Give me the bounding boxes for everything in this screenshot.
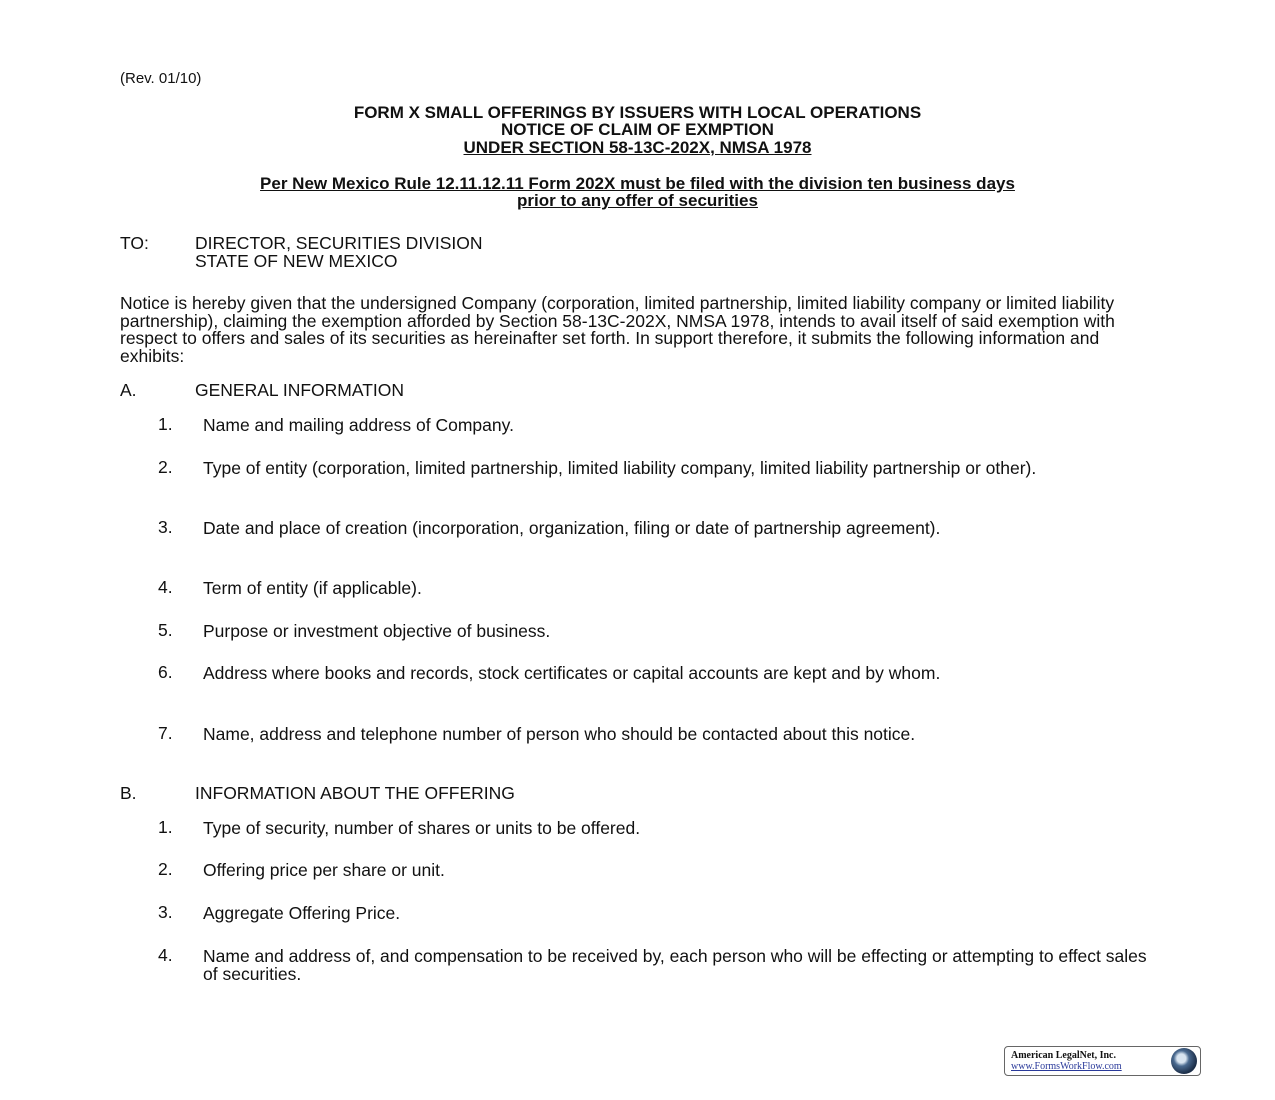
form-title-line-2: NOTICE OF CLAIM OF EXMPTION xyxy=(501,120,774,139)
item-a6-text: Address where books and records, stock certificates or capital accounts are kept and by whom. xyxy=(203,663,941,683)
item-a2-text: Type of entity (corporation, limited partnership, limited liability company, limited liability partnership or other). xyxy=(203,458,1037,478)
item-b1-text: Type of security, number of shares or units to be offered. xyxy=(203,818,641,838)
section-a-title: GENERAL INFORMATION xyxy=(195,380,405,400)
item-a5-number: 5. xyxy=(158,620,173,640)
addressee-line-1: DIRECTOR, SECURITIES DIVISION xyxy=(195,233,483,253)
item-a6-number: 6. xyxy=(158,662,173,682)
item-a1-number: 1. xyxy=(158,414,173,434)
globe-logo-icon xyxy=(1171,1048,1197,1074)
filing-notice-line-2: prior to any offer of securities xyxy=(517,191,758,210)
badge-company-name: American LegalNet, Inc. xyxy=(1011,1050,1116,1061)
item-b3-number: 3. xyxy=(158,902,173,922)
addressee-label: TO: xyxy=(120,233,149,253)
item-a3-text: Date and place of creation (incorporation, organization, filing or date of partnership agreement). xyxy=(203,518,941,538)
intro-paragraph: Notice is hereby given that the undersigned Company (corporation, limited partnership, limited liability company or limited liability partnership), claiming the exemption afforded by Section 58-13C-202X, NMSA 1978, intends to avail itself of said exemption with respect to offers and sales of its securities as hereinafter set forth. In support therefore, it submits the following information and exhibits: xyxy=(120,293,1115,366)
section-a-letter: A. xyxy=(120,380,137,400)
item-a4-text: Term of entity (if applicable). xyxy=(203,578,422,598)
item-a4-number: 4. xyxy=(158,577,173,597)
item-b3-text: Aggregate Offering Price. xyxy=(203,903,401,923)
item-a2-number: 2. xyxy=(158,457,173,477)
item-b4-number: 4. xyxy=(158,945,173,965)
item-a3-number: 3. xyxy=(158,517,173,537)
item-a1-text: Name and mailing address of Company. xyxy=(203,415,514,435)
item-a7-text: Name, address and telephone number of person who should be contacted about this notice. xyxy=(203,724,916,744)
revision-label: (Rev. 01/10) xyxy=(120,70,202,87)
section-b-letter: B. xyxy=(120,783,137,803)
addressee-line-2: STATE OF NEW MEXICO xyxy=(195,251,398,271)
item-b2-text: Offering price per share or unit. xyxy=(203,860,445,880)
item-b2-number: 2. xyxy=(158,859,173,879)
item-b1-number: 1. xyxy=(158,817,173,837)
item-a5-text: Purpose or investment objective of business. xyxy=(203,621,551,641)
filing-notice-line-1: Per New Mexico Rule 12.11.12.11 Form 202X must be filed with the division ten business days xyxy=(260,174,1015,193)
form-title-line-1: FORM X SMALL OFFERINGS BY ISSUERS WITH LOCAL OPERATIONS xyxy=(353,103,922,122)
item-b4-text: Name and address of, and compensation to be received by, each person who will be effecting or attempting to effect sales of securities. xyxy=(203,946,1147,984)
item-a7-number: 7. xyxy=(158,723,173,743)
american-legalnet-badge[interactable] xyxy=(1004,1046,1201,1076)
section-b-title: INFORMATION ABOUT THE OFFERING xyxy=(195,783,515,803)
badge-website-link[interactable]: www.FormsWorkFlow.com xyxy=(1011,1061,1122,1072)
form-title-line-3: UNDER SECTION 58-13C-202X, NMSA 1978 xyxy=(463,138,812,157)
